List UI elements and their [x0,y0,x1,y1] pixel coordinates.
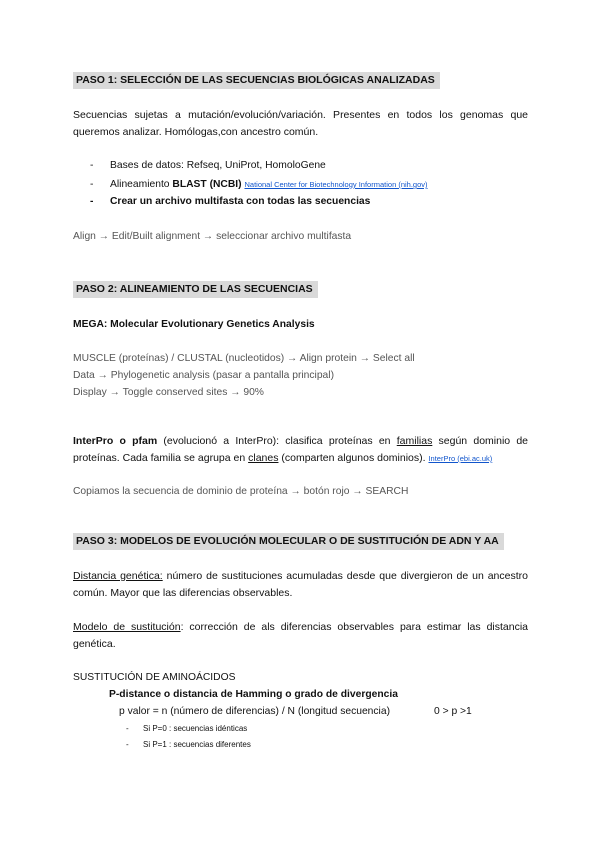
mega-step-2: Data → Phylogenetic analysis (pasar a pantalla principal) [73,370,334,381]
paso1-intro: Secuencias sujetas a mutación/evolución/variación. Presentes en todos los genomas que queremos analizar. Homólogas,con ancestro común. [73,109,528,138]
interpro-text: según dominio de proteínas. Cada familia se agrupa en [73,435,529,464]
interpro-term: InterPro o pfam [73,435,158,447]
bullet-databases [90,157,326,174]
interpro-link[interactable]: InterPro (ebi.ac.uk) [428,454,493,463]
modelo-term: Modelo de sustitución [73,621,181,633]
familias-term: familias [396,435,433,447]
bullet-dash: - [90,179,94,190]
bullet-dash: - [90,160,94,171]
bullet-dash: - [126,740,129,749]
bullet-text: Bases de datos: Refseq, UniProt, HomoloGene [110,160,326,171]
bullet-blast [90,176,428,193]
pvalor-range: 0 > p >1 [434,706,472,717]
modelo-text: : corrección de als diferencias observables para estimar las distancia genética. [73,621,529,650]
interpro-text: (evolucionó a InterPro): clasifica proteínas en [157,435,397,447]
bullet-multifasta [90,193,370,210]
align-path: Align → Edit/Built alignment → seleccionar archivo multifasta [73,231,352,242]
bullet-text: Crear un archivo multifasta con todas las secuencias [110,196,371,207]
case-identical [126,722,247,736]
pvalor-formula: p valor = n (número de diferencias) / N (longitud secuencia) [119,706,391,717]
case-different [126,738,251,752]
ncbi-link[interactable]: National Center for Biotechnology Information (nih.gov) [244,180,428,189]
distancia-term: Distancia genética: [73,570,163,582]
paso1-heading: PASO 1: SELECCIÓN DE LAS SECUENCIAS BIOLÓGICAS ANALIZADAS [73,72,440,89]
aa-title: SUSTITUCIÓN DE AMINOÁCIDOS [73,672,236,683]
paso3-heading: PASO 3: MODELOS DE EVOLUCIÓN MOLECULAR O DE SUSTITUCIÓN DE ADN Y AA [73,533,504,550]
case-text: Si P=0 : secuencias idénticas [143,724,248,733]
blast-label: BLAST (NCBI) [172,179,242,190]
pdistance-title: P-distance o distancia de Hamming o grado de divergencia [109,689,398,700]
distancia-text: número de sustituciones acumuladas desde que divergieron de un ancestro común. Mayor que las diferencias observables. [73,570,528,599]
mega-step-3: Display → Toggle conserved sites → 90% [73,387,264,398]
paso2-heading: PASO 2: ALINEAMIENTO DE LAS SECUENCIAS [73,281,318,298]
case-text: Si P=1 : secuencias diferentes [143,740,251,749]
mega-title: MEGA: Molecular Evolutionary Genetics Analysis [73,319,315,330]
interpro-paragraph [73,433,528,467]
clanes-term: clanes [248,452,279,464]
modelo-paragraph [73,619,528,653]
mega-step-1: MUSCLE (proteínas) / CLUSTAL (nucleotidos) → Align protein → Select all [73,353,415,364]
distancia-paragraph [73,568,528,602]
copy-line: Copiamos la secuencia de dominio de proteína → botón rojo → SEARCH [73,486,409,497]
interpro-text: (comparten algunos dominios). [278,452,429,464]
bullet-text: Alineamiento [110,179,173,190]
bullet-dash: - [90,196,94,207]
bullet-dash: - [126,724,129,733]
